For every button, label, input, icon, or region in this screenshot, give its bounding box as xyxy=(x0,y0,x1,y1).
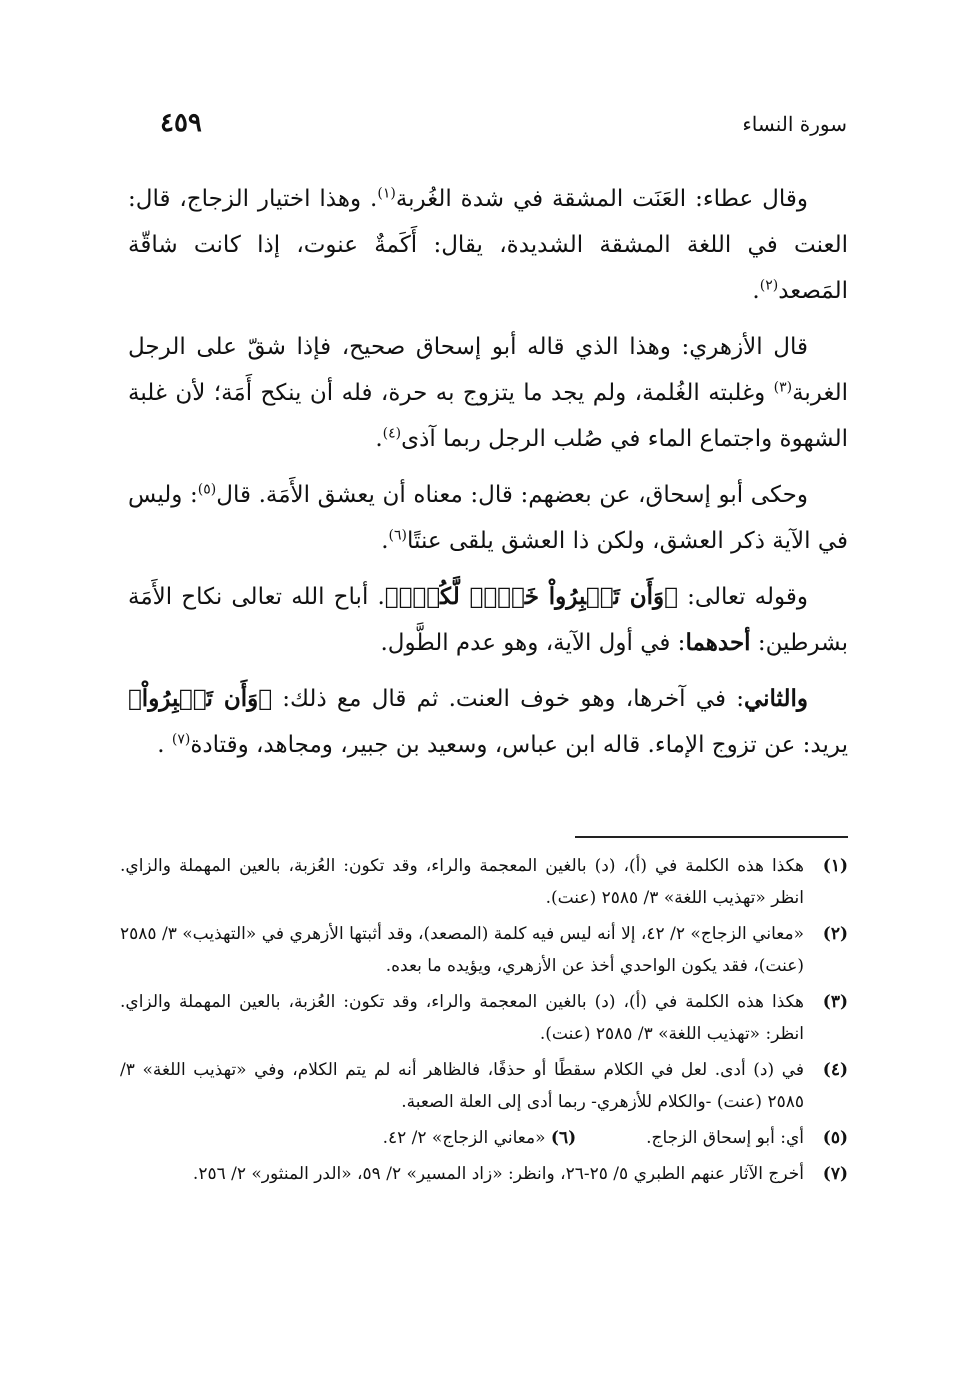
text-run: : في آخرها، وهو خوف العنت. ثم قال مع ذلك: xyxy=(272,686,744,712)
footnote-ref: (٤) xyxy=(382,425,402,442)
text-run: : وليس في الآية ذكر العشق، ولكن ذا العشق يلقى عنتًا xyxy=(128,482,848,554)
bold-term: والثاني xyxy=(743,685,808,712)
footnote-text: هكذا هذه الكلمة في (أ)، (د) بالغين المعجمة والراء، وقد تكون: العُزبة، بالعين المهملة والزاي. انظر: «تهذيب اللغة» ٣/ ٢٥٨٥ (عنت). xyxy=(120,992,804,1044)
text-run: وحكى أبو إسحاق، عن بعضهم: قال: معناه أن يعشق الأَمَة. قال xyxy=(216,482,808,508)
footnote-item xyxy=(120,850,848,914)
footnote-text-part: أي: أبو إسحاق الزجاج. xyxy=(646,1128,804,1148)
footnote-number: (٢) xyxy=(822,924,848,944)
footnote-ref: (١) xyxy=(377,185,396,202)
quran-verse: ﴿وَأَن تَصۡبِرُواْ﴾ xyxy=(128,685,273,712)
text-run: . وهذا اختيار الزجاج، قال: العنت في اللغة المشقة الشديدة، يقال: أَكَمةٌ عنوت، إذا كانت شاقّة المَصعد xyxy=(128,186,848,304)
footnote-number: (٧) xyxy=(822,1164,848,1184)
paragraph xyxy=(128,176,848,314)
footnote-text: أخرج الآثار عنهم الطبري ٥/ ٢٥-٢٦، وانظر: «زاد المسير» ٢/ ٥٩، «الدر المنثور» ٢/ ٢٥٦. xyxy=(192,1164,804,1184)
text-run: يريد: عن تزوج الإماء. قاله ابن عباس، وسعيد بن جبير، ومجاهد، وقتادة xyxy=(190,732,848,758)
footnote-ref: (٧) xyxy=(171,731,191,748)
footnote-number: (٤) xyxy=(822,1060,848,1080)
paragraph xyxy=(128,574,848,666)
footnote-ref: (٦) xyxy=(388,527,408,544)
footnote-text-part: «معاني الزجاج» ٢/ ٤٢. xyxy=(382,1128,546,1148)
paragraph xyxy=(128,676,848,768)
paragraph xyxy=(128,472,848,564)
quran-verse: ﴿وَأَن تَصۡبِرُواْ خَيۡرٞ لَّكُمۡۗ﴾ xyxy=(384,583,678,610)
footnote-item xyxy=(120,1054,848,1118)
text-run: . xyxy=(381,528,389,554)
text-run: . xyxy=(157,732,172,758)
main-text xyxy=(128,176,848,778)
footnote-ref: (٢) xyxy=(759,277,779,294)
text-run: . أباح الله تعالى نكاح الأَمَة بشرطين: xyxy=(128,584,848,656)
footnote-ref: (٥) xyxy=(197,481,217,498)
footnote-number: (١) xyxy=(822,856,848,876)
footnotes xyxy=(120,850,848,1194)
footnote-item xyxy=(120,918,848,982)
footnote-separator xyxy=(575,836,848,838)
paragraph xyxy=(128,324,848,462)
footnote-number: (٦) xyxy=(550,1128,577,1148)
footnote-ref: (٣) xyxy=(773,379,793,396)
page-number: ٤٥٩ xyxy=(160,108,202,138)
text-run: وغلبته الغُلمة، ولم يجد ما يتزوج به حرة، فله أن ينكح أَمَة؛ لأن غلبة الشهوة واجتماع الماء في صُلب الرجل ربما آذى xyxy=(128,380,848,452)
footnote-number: (٥) xyxy=(822,1128,848,1148)
footnote-text: في (د) أدى. لعل في الكلام سقطًا أو حذفًا، فالظاهر أنه لم يتم الكلام، وفي «تهذيب اللغة» ٣/ ٢٥٨٥ (عنت) -والكلام للأزهري- ربما أدى إلى العلة الصعبة. xyxy=(120,1060,804,1112)
bold-term: أحدهما xyxy=(685,629,751,656)
footnote-text: «معاني الزجاج» ٢/ ٤٢، إلا أنه ليس فيه كلمة (المصعد)، وقد أثبتها الأزهري في «التهذيب» ٣/ ٢٥٨٥ (عنت)، فقد يكون الواحدي أخذ عن الأزهري، ويؤيده ما بعده. xyxy=(120,924,804,976)
footnote-text: هكذا هذه الكلمة في (أ)، (د) بالغين المعجمة والراء، وقد تكون: العُزبة، بالعين المهملة والزاي. انظر «تهذيب اللغة» ٣/ ٢٥٨٥ (عنت). xyxy=(120,856,804,908)
surah-title: سورة النساء xyxy=(742,112,847,136)
text-run: . xyxy=(375,426,383,452)
footnote-item xyxy=(120,986,848,1050)
footnote-item xyxy=(120,1122,848,1154)
footnote-number: (٣) xyxy=(822,992,848,1012)
page-header xyxy=(160,108,847,148)
text-run: وقوله تعالى: xyxy=(677,584,808,610)
text-run: وقال عطاء: العَنَت المشقة في شدة الغُربة xyxy=(395,186,808,212)
text-run: . xyxy=(752,278,760,304)
text-run: : في أول الآية، وهو عدم الطَّول. xyxy=(380,630,686,656)
text-run: قال الأزهري: وهذا الذي قاله أبو إسحاق صحيح، فإذا شقّ على الرجل الغربة xyxy=(128,334,848,406)
footnote-text xyxy=(120,1122,804,1154)
footnote-item xyxy=(120,1158,848,1190)
